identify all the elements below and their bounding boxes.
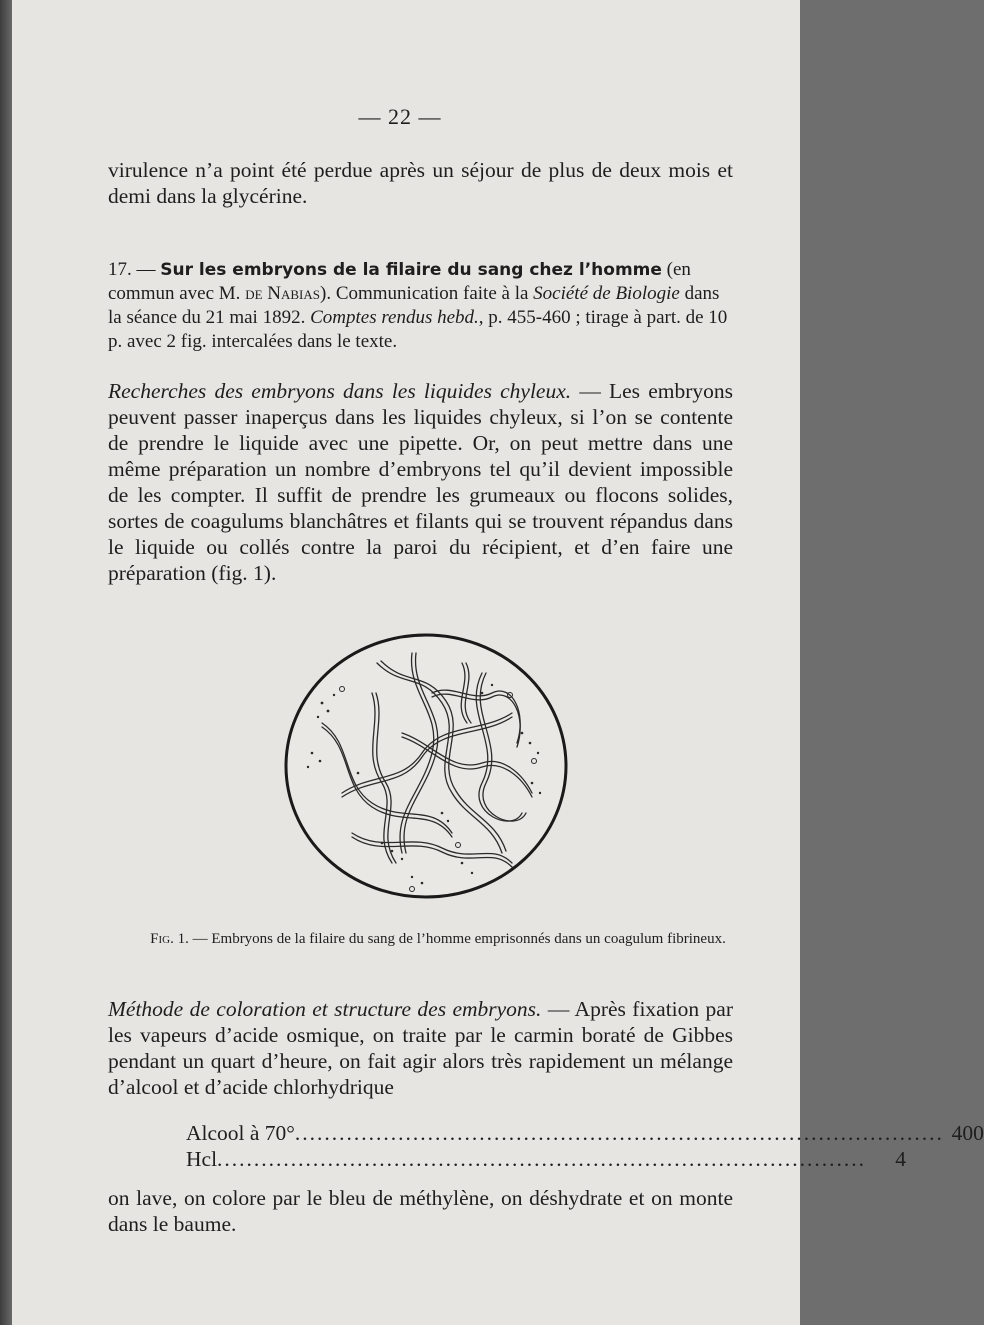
entry-title: Sur les embryons de la filaire du sang chez l’homme: [160, 260, 662, 280]
section-recherches: [108, 378, 733, 586]
formula-row-alcool: [186, 1120, 984, 1146]
entry-text-2: ). Communication faite à la: [320, 283, 529, 304]
formula-value: 4: [895, 1147, 907, 1171]
section1-body: — Les embryons peuvent passer inaperçus dans les liquides chyleux, si l’on se contente de prendre le liquide avec une pipette. Or, on peut mettre dans une même préparation un nombre d’embryons tel qu’il devient impossible de les compter. Il suffit de prendre les grumeaux ou flocons solides, sortes de coagulums blanchâtres et filants qui se trouvent répandus dans le liquide ou collés contre la paroi du récipient, et d’en faire une préparation (fig. 1).: [108, 379, 734, 585]
section1-heading: Recherches des embryons dans les liquides chyleux.: [108, 379, 572, 403]
section-methode: [108, 996, 733, 1100]
section2-body: — Après fixation par les vapeurs d’acide osmique, on traite par le carmin boraté de Gibbes pendant un quart d’heure, on fait agir alors très rapidement un mélange d’alcool et d’acide chlorhydrique: [108, 997, 734, 1099]
formula-leader: ........................................................................................: [217, 1147, 867, 1171]
section2-heading: Méthode de coloration et structure des embryons.: [108, 997, 542, 1021]
entry-text-4: , p. 455-460 ; tirage à part. de 10 p. avec 2 fig. intercalées dans le texte.: [108, 307, 728, 352]
figure-1-illustration: [282, 633, 572, 908]
formula-leader: ........................................................................................: [294, 1121, 944, 1145]
intro-paragraph: [108, 157, 733, 209]
filaria-coagulum-drawing: [282, 633, 572, 903]
entry-society: Société de Biologie: [533, 283, 680, 304]
page-edge: [0, 0, 12, 1325]
entry-coauthor: de Nabias: [245, 283, 320, 304]
entry-text-1: (en commun avec M.: [108, 259, 691, 304]
entry-number: 17. —: [108, 259, 156, 280]
closing-text: on lave, on colore par le bleu de méthylène, on déshydrate et on monte dans le baume.: [108, 1186, 733, 1236]
entry-text-3: dans la séance du 21 mai 1892.: [108, 283, 720, 328]
formula-label: Hcl: [186, 1147, 218, 1171]
bibliography-entry: [108, 258, 728, 354]
intro-text: virulence n’a point été perdue après un séjour de plus de deux mois et demi dans la glycérine.: [108, 158, 733, 208]
figure-caption: [118, 930, 758, 949]
formula-label: Alcool à 70°: [186, 1121, 295, 1145]
entry-journal: Comptes rendus hebd.: [310, 307, 479, 328]
figure-caption-text: — Embryons de la filaire du sang de l’homme emprisonnés dans un coagulum fibrineux.: [192, 931, 726, 947]
formula-value: 400: [951, 1121, 984, 1145]
closing-paragraph: [108, 1185, 733, 1237]
page-number: — 22 —: [358, 104, 442, 129]
figure-label: Fig. 1.: [150, 931, 189, 947]
formula-row-hcl: [186, 1146, 907, 1172]
